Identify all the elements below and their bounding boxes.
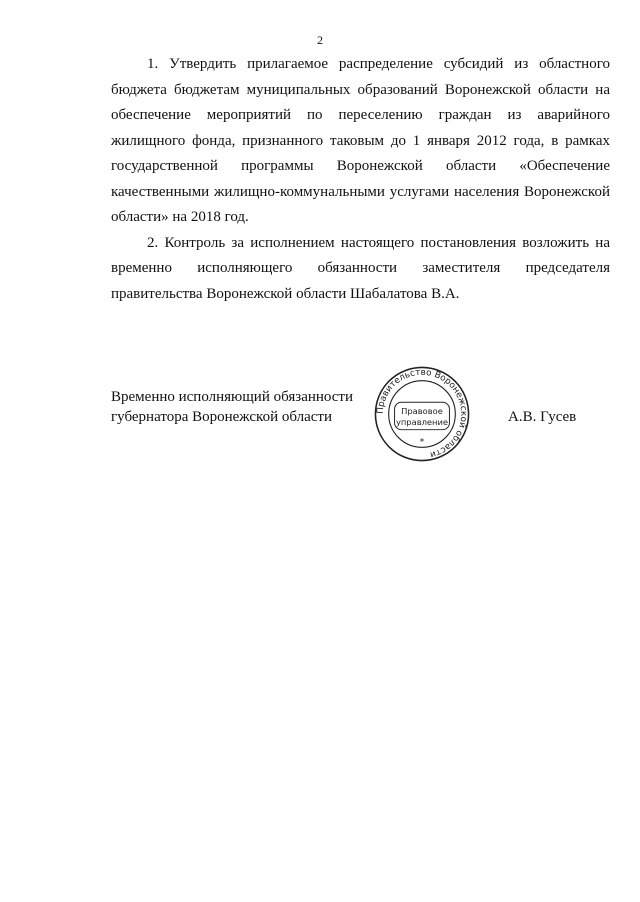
stamp-ring-text: Правительство Воронежской области	[375, 367, 469, 460]
paragraph-2: 2. Контроль за исполнением настоящего постановления возложить на временно исполняющего обязанности заместителя председателя правительства Воронежской области Шабалатова В.А.	[111, 234, 610, 302]
signatory-name: А.В. Гусев	[508, 409, 577, 425]
signature-block	[111, 367, 610, 477]
stamp-center-line-1: Правовое	[401, 406, 443, 416]
stamp-star-icon: *	[419, 437, 425, 448]
page-number: 2	[317, 33, 323, 47]
signatory-title-line-2: губернатора Воронежской области	[111, 409, 332, 425]
signatory-title	[111, 387, 353, 427]
paragraph-1: 1. Утвердить прилагаемое распределение субсидий из областного бюджета бюджетам муниципальных образований Воронежской области на обеспечение мероприятий по переселению граждан из аварийного жилищного фонда, признанного таковым до 1 января 2012 года, в рамках государственной программы Воронежской области «Обеспечение качественными жилищно-коммунальными услугами населения Воронежской области» на 2018 год.	[111, 56, 610, 225]
stamp-center-line-2: управление	[395, 416, 449, 427]
signatory-title-line-1: Временно исполняющий обязанности	[111, 389, 354, 405]
official-stamp	[373, 365, 471, 463]
document-body	[111, 52, 610, 307]
